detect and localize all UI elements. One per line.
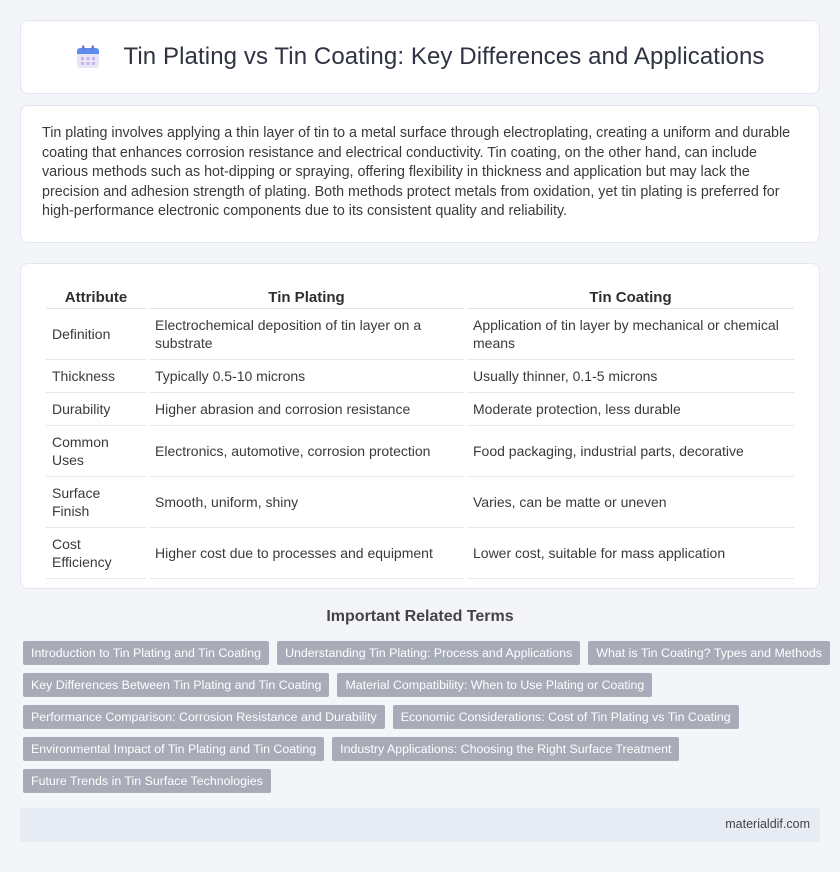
row-attribute: Cost Efficiency — [46, 528, 146, 579]
row-tin-coating: Varies, can be matte or uneven — [467, 477, 794, 528]
related-term-link[interactable]: What is Tin Coating? Types and Methods — [588, 641, 830, 665]
row-attribute: Common Uses — [46, 426, 146, 477]
row-tin-plating: Higher abrasion and corrosion resistance — [149, 393, 464, 426]
related-term-link[interactable]: Industry Applications: Choosing the Right Surface Treatment — [332, 737, 679, 761]
header-tin-coating: Tin Coating — [467, 284, 794, 309]
related-term-link[interactable]: Material Compatibility: When to Use Plating or Coating — [337, 673, 652, 697]
table-row — [46, 309, 794, 360]
table-row — [46, 393, 794, 426]
table-row — [46, 360, 794, 393]
related-term-link[interactable]: Environmental Impact of Tin Plating and Tin Coating — [23, 737, 324, 761]
header-tin-plating: Tin Plating — [149, 284, 464, 309]
related-terms-title: Important Related Terms — [326, 608, 514, 625]
row-tin-plating: Electronics, automotive, corrosion protection — [149, 426, 464, 477]
related-terms-list — [23, 641, 823, 801]
comparison-table-card — [20, 263, 820, 589]
related-term-link[interactable]: Economic Considerations: Cost of Tin Plating vs Tin Coating — [393, 705, 739, 729]
related-term-link[interactable]: Introduction to Tin Plating and Tin Coating — [23, 641, 269, 665]
related-term-link[interactable]: Understanding Tin Plating: Process and Applications — [277, 641, 580, 665]
table-header-row — [46, 284, 794, 309]
row-attribute: Durability — [46, 393, 146, 426]
table-row — [46, 477, 794, 528]
title-wrap — [75, 43, 764, 71]
table-row — [46, 528, 794, 579]
row-attribute: Surface Finish — [46, 477, 146, 528]
related-term-link[interactable]: Key Differences Between Tin Plating and Tin Coating — [23, 673, 329, 697]
row-tin-coating: Usually thinner, 0.1-5 microns — [467, 360, 794, 393]
row-tin-coating: Lower cost, suitable for mass application — [467, 528, 794, 579]
related-term-link[interactable]: Future Trends in Tin Surface Technologies — [23, 769, 271, 793]
header-card — [20, 20, 820, 94]
calendar-icon — [75, 44, 101, 70]
row-tin-plating: Higher cost due to processes and equipment — [149, 528, 464, 579]
footer — [20, 808, 820, 842]
related-term-link[interactable]: Performance Comparison: Corrosion Resistance and Durability — [23, 705, 385, 729]
row-tin-coating: Application of tin layer by mechanical or chemical means — [467, 309, 794, 360]
table-row — [46, 426, 794, 477]
footer-site-link[interactable]: materialdif.com — [725, 817, 810, 831]
intro-text: Tin plating involves applying a thin layer of tin to a metal surface through electroplating, creating a uniform and durable coating that enhances corrosion resistance and electrical conductivity. Tin coating, on the other hand, can include various methods such as hot-dipping or spraying, offering flexibility in thickness and application but may lack the precision and adhesion strength of plating. Both methods protect metals from oxidation, yet tin plating is preferred for high-performance electronic components due to its consistent quality and reliability. — [42, 125, 791, 219]
page-title: Tin Plating vs Tin Coating: Key Differences and Applications — [123, 43, 765, 70]
row-attribute: Definition — [46, 309, 146, 360]
header-attribute: Attribute — [46, 284, 146, 309]
row-tin-coating: Food packaging, industrial parts, decorative — [467, 426, 794, 477]
row-tin-plating: Typically 0.5-10 microns — [149, 360, 464, 393]
row-tin-plating: Electrochemical deposition of tin layer on a substrate — [149, 309, 464, 360]
intro-card — [20, 105, 820, 243]
row-tin-coating: Moderate protection, less durable — [467, 393, 794, 426]
comparison-table — [43, 284, 797, 579]
row-tin-plating: Smooth, uniform, shiny — [149, 477, 464, 528]
row-attribute: Thickness — [46, 360, 146, 393]
